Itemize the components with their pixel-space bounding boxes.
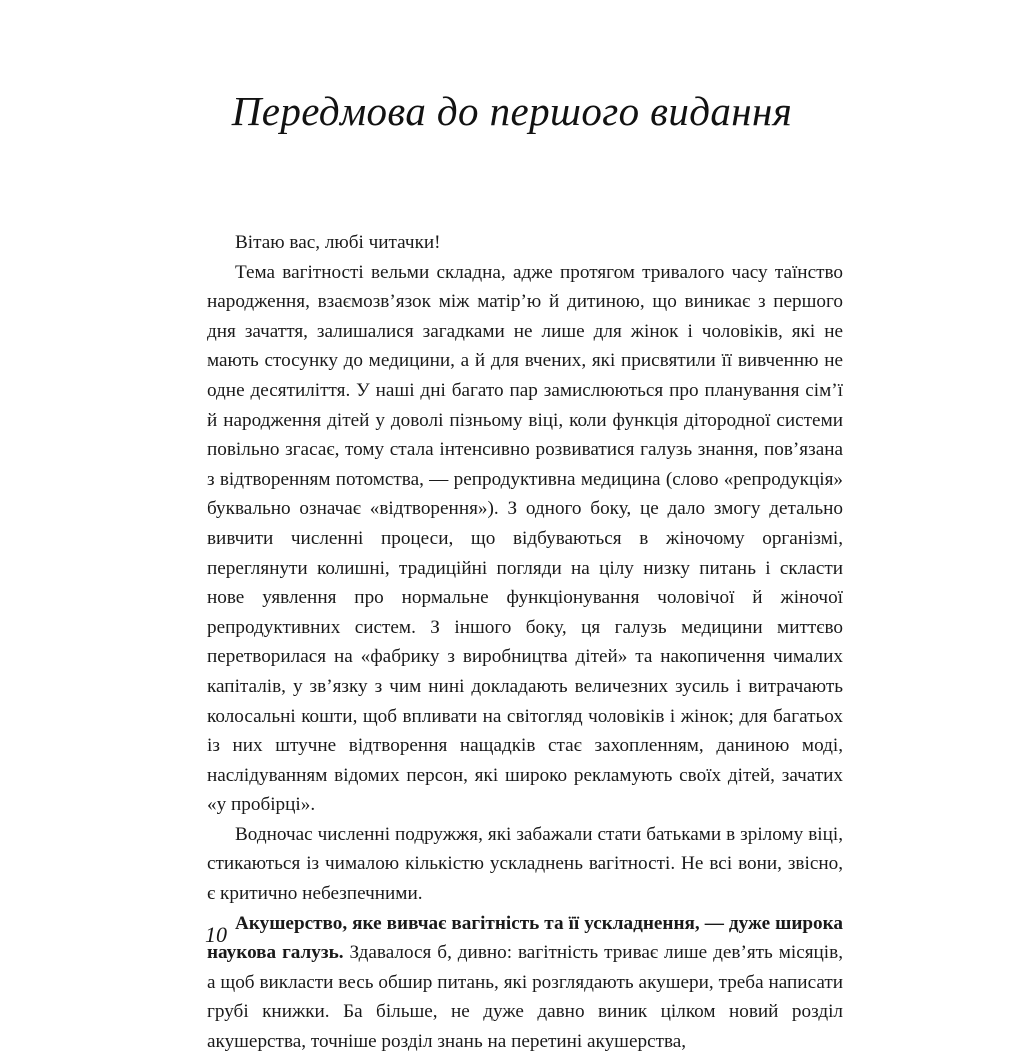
paragraph-3 xyxy=(207,909,843,1057)
page-number: 10 xyxy=(205,922,227,947)
paragraph-1: Тема вагітності вельми складна, адже протягом тривалого часу таїнство народження, взаємозв’язок між матір’ю й дитиною, що виникає з першого дня зачаття, залишалися загадками не лише для жінок і чоловіків, які не мають стосунку до медицини, а й для вчених, які присвятили її вивченню не одне десятиліття. У наші дні багато пар замислюються про планування сім’ї й народження дітей у доволі пізньому віці, коли функція дітородної системи повільно згасає, тому стала інтенсивно розвиватися галузь знання, пов’язана з відтворенням потомства, — репродуктивна медицина (слово «репродукція» буквально означає «відтворення»). З одного боку, це дало змогу детально вивчити численні процеси, що відбуваються в жіночому організмі, переглянути колишні, традиційні погляди на цілу низку питань і скласти нове уявлення про нормальне функціонування чоловічої й жіночої репродуктивних систем. З іншого боку, ця галузь медицини миттєво перетворилася на «фабрику з виробництва дітей» та накопичення чималих капіталів, у зв’язку з чим нині докладають величезних зусиль і витрачають колосальні кошти, щоб впливати на світогляд чоловіків і жінок; для багатьох із них штучне відтворення нащадків стає захопленням, даниною моді, наслідуванням відомих персон, які широко рекламують своїх дітей, зачатих «у пробірці». xyxy=(207,261,843,816)
page-title: Передмова до першого видання xyxy=(231,88,793,135)
paragraph-greeting: Вітаю вас, любі читачки! xyxy=(235,232,441,253)
paragraph-3-body: Здавалося б, дивно: вагітність триває лише дев’ять місяців, а щоб викласти весь обшир питань, які розглядають акушери, треба написати грубі книжки. Ба більше, не дуже давно виник цілком новий розділ акушерства, точніше розділ знань на перетині акушерства, xyxy=(207,942,843,1053)
paragraph-2: Водночас численні подружжя, які забажали стати батьками в зрілому віці, стикаються із чималою кількістю ускладнень вагітності. Не всі вони, звісно, є критично небезпечними. xyxy=(207,823,843,905)
body-text-block xyxy=(207,228,843,1057)
paragraph-3-bold-lead: Акушерство, яке вивчає вагітність та її ускладнення, — дуже широка наукова галузь. xyxy=(207,912,843,964)
